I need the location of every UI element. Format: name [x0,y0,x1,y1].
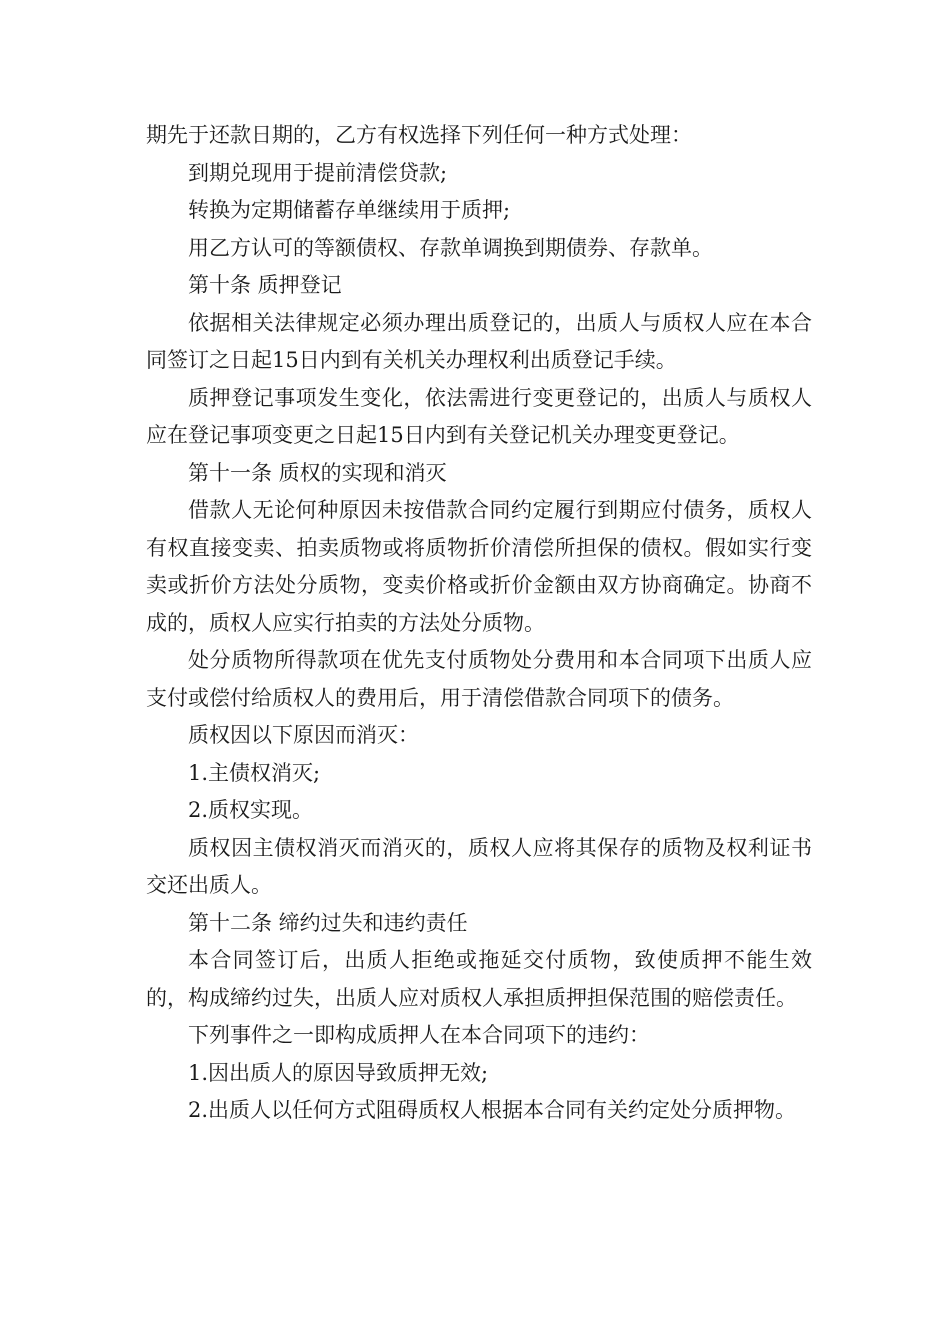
paragraph: 质权因以下原因而消灭： [188,723,419,747]
paragraph: 用乙方认可的等额债权、存款单调换到期债券、存款单。 [188,235,713,260]
paragraph: 处分质物所得款项在优先支付质物处分费用和本合同项下出质人应支付或偿付给质权人的费用后，用于清偿借款合同项下的债务。 [146,648,812,710]
paragraph: 转换为定期储蓄存单继续用于质押; [188,198,511,222]
paragraph: 下列事件之一即构成质押人在本合同项下的违约： [188,1023,650,1047]
paragraph: 本合同签订后，出质人拒绝或拖延交付质物，致使质押不能生效的，构成缔约过失，出质人应对质权人承担质押担保范围的赔偿责任。 [146,948,812,1010]
paragraph: 质权因主债权消灭而消灭的，质权人应将其保存的质物及权利证书交还出质人。 [146,835,812,897]
section-heading: 第十二条 缔约过失和违约责任 [188,910,468,935]
paragraph: 借款人无论何种原因未按借款合同约定履行到期应付债务，质权人有权直接变卖、拍卖质物或将质物折价清偿所担保的债权。假如实行变卖或折价方法处分质物，变卖价格或折价金额由双方协商确定。协商不成的，质权人应实行拍卖的方法处分质物。 [146,498,812,635]
list-item: 1.因出质人的原因导致质押无效; [188,1060,489,1085]
document-page [146,117,812,1130]
paragraph: 期先于还款日期的，乙方有权选择下列任何一种方式处理： [146,123,692,147]
paragraph: 质押登记事项发生变化，依法需进行变更登记的，出质人与质权人应在登记事项变更之日起15日内到有关登记机关办理变更登记。 [146,385,812,447]
section-heading: 第十一条 质权的实现和消灭 [188,460,447,485]
paragraph: 依据相关法律规定必须办理出质登记的，出质人与质权人应在本合同签订之日起15日内到有关机关办理权利出质登记手续。 [146,310,812,372]
paragraph: 到期兑现用于提前清偿贷款; [188,160,448,185]
list-item: 1.主债权消灭; [188,760,321,785]
list-item: 2.出质人以任何方式阻碍质权人根据本合同有关约定处分质押物。 [188,1098,797,1122]
list-item: 2.质权实现。 [188,798,314,822]
section-heading: 第十条 质押登记 [188,273,342,297]
